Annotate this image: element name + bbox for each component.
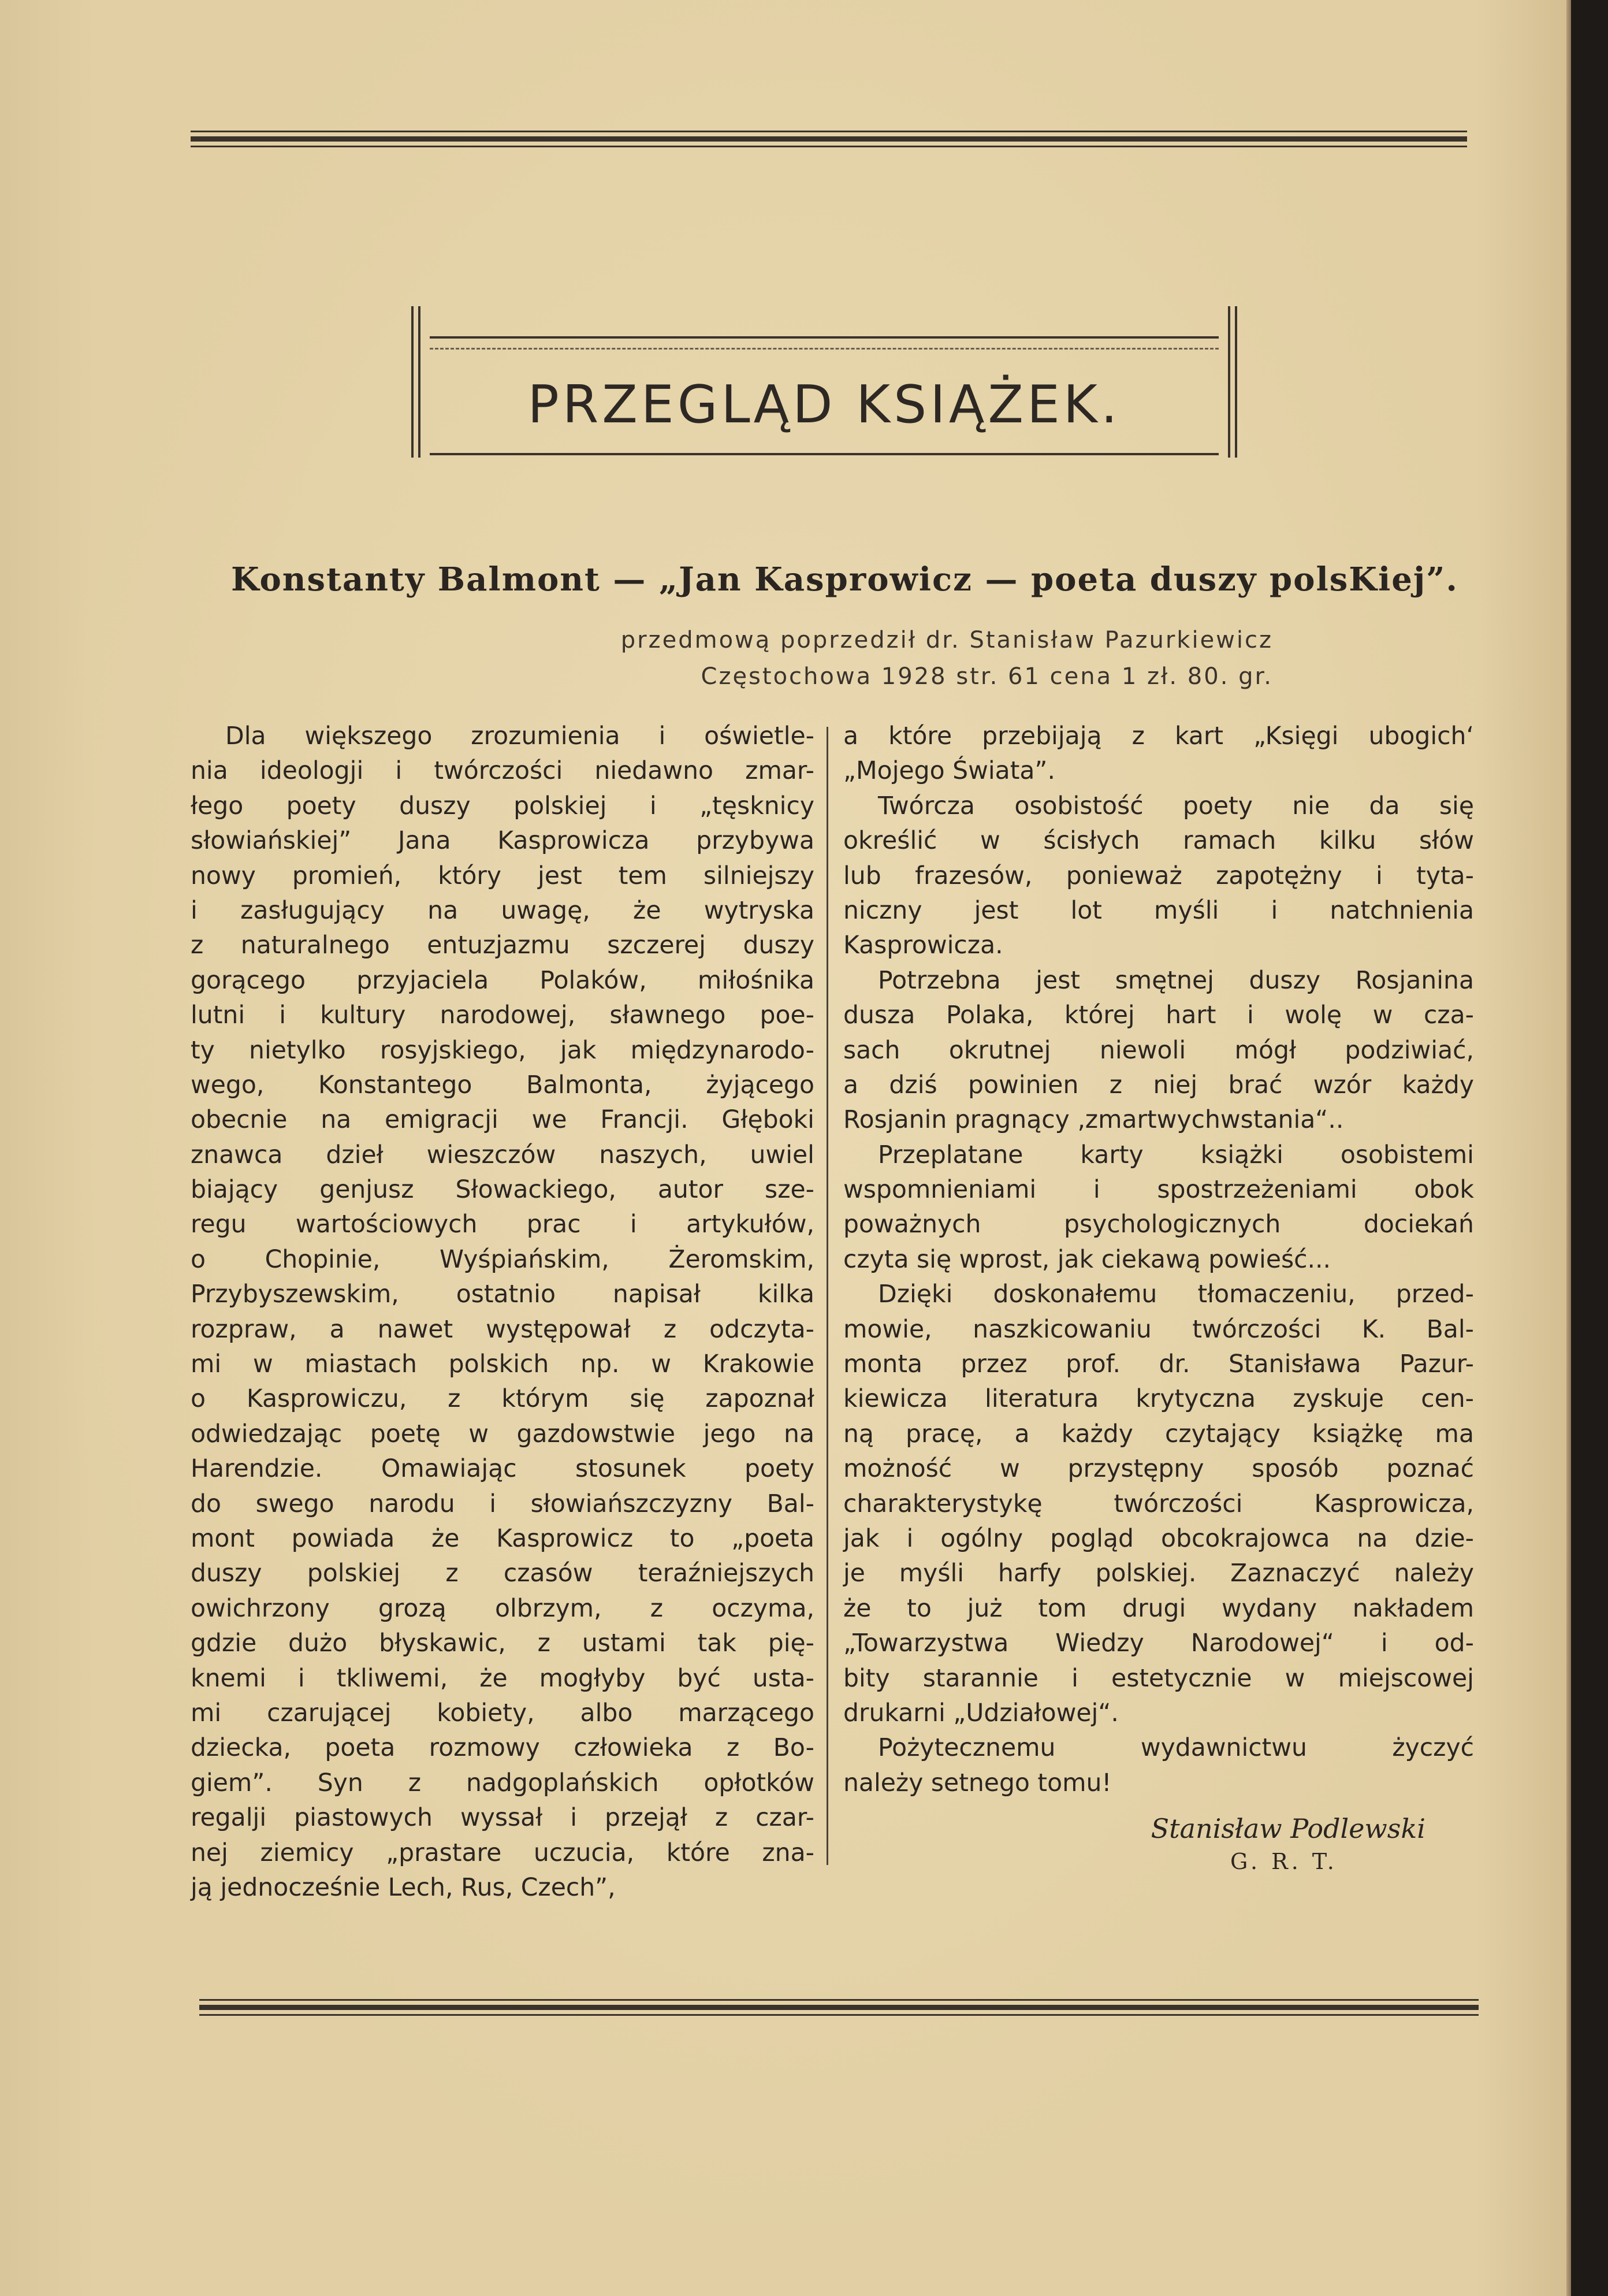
text-line: znawca dzieł wieszczów naszych, uwiel [191, 1140, 814, 1169]
text-line: Dzięki doskonałemu tłomaczeniu, przed- [878, 1280, 1474, 1309]
text-line: że to już tom drugi wydany nakładem [843, 1594, 1474, 1623]
text-line: obecnie na emigracji we Francji. Głęboki [191, 1106, 814, 1135]
text-line: mont powiada że Kasprowicz to „poeta [191, 1524, 814, 1553]
page-title: PRZEGLĄD KSIĄŻEK. [527, 374, 1121, 435]
text-line: sach okrutnej niewoli mógł podziwiać, [843, 1036, 1474, 1065]
text-line: regu wartościowych prac i artykułów, [191, 1210, 814, 1239]
text-line: jak i ogólny pogląd obcokrajowca na dzie- [843, 1524, 1474, 1553]
text-line: nia ideologji i twórczości niedawno zmar- [191, 757, 814, 786]
page-edge [1566, 0, 1571, 2296]
text-line: wego, Konstantego Balmonta, żyjącego [191, 1071, 814, 1099]
text-line: je myśli harfy polskiej. Zaznaczyć należy [843, 1559, 1474, 1588]
text-line: odwiedzając poetę w gazdowstwie jego na [191, 1420, 814, 1448]
text-line: mi czarującej kobiety, albo marzącego [191, 1699, 814, 1727]
text-line: charakterystykę twórczości Kasprowicza, [843, 1489, 1474, 1518]
text-line: o Chopinie, Wyśpiańskim, Żeromskim, [191, 1245, 814, 1274]
text-line: o Kasprowiczu, z którym się zapoznał [191, 1385, 814, 1414]
text-line: rozpraw, a nawet występował z odczyta- [191, 1315, 814, 1344]
text-line: drukarni „Udziałowej“. [843, 1699, 1119, 1727]
text-line: wspomnieniami i spostrzeżeniami obok [843, 1176, 1474, 1205]
text-line: Rosjanin pragnący ‚zmartwychwstania“.. [843, 1106, 1344, 1135]
text-line: słowiańskiej” Jana Kasprowicza przybywa [191, 827, 814, 856]
text-line: nej ziemicy „prastare uczucia, które zna- [191, 1838, 814, 1867]
right-text-column [843, 719, 1474, 1801]
review-preface-note: przedmową poprzedził dr. Stanisław Pazurkiewicz [620, 627, 1273, 653]
bottom-decorative-rule [199, 1999, 1479, 2020]
text-line: „Mojego Świata”. [843, 757, 1055, 786]
text-line: giem”. Syn z nadgoplańskich opłotków [191, 1769, 814, 1797]
text-line: owichrzony grozą olbrzym, z oczyma, [191, 1594, 814, 1623]
text-line: mowie, naszkicowaniu twórczości K. Bal- [843, 1315, 1474, 1344]
text-line: należy setnego tomu! [843, 1769, 1112, 1797]
left-text-column [191, 719, 814, 1905]
text-line: do swego narodu i słowiańszczyzny Bal- [191, 1489, 814, 1518]
text-line: czyta się wprost, jak ciekawą powieść... [843, 1245, 1331, 1274]
text-line: monta przez prof. dr. Stanisława Pazur- [843, 1350, 1474, 1379]
text-line: określić w ścisłych ramach kilku słów [843, 827, 1474, 856]
text-line: dziecka, poeta rozmowy człowieka z Bo- [191, 1734, 814, 1763]
text-line: gdzie dużo błyskawic, z ustami tak pię- [191, 1629, 814, 1658]
scan-background-strip [1571, 0, 1608, 2296]
text-line: Twórcza osobistość poety nie da się [878, 792, 1474, 820]
text-line: regalji piastowych wyssał i przejął z czar- [191, 1804, 814, 1833]
text-line: kiewicza literatura krytyczna zyskuje cen- [843, 1385, 1474, 1414]
text-line: duszy polskiej z czasów teraźniejszych [191, 1559, 814, 1588]
text-line: lutni i kultury narodowej, sławnego poe- [191, 1001, 814, 1030]
text-line: Dla większego zrozumienia i oświetle- [225, 722, 814, 751]
top-decorative-rule [191, 131, 1467, 151]
text-line: Harendzie. Omawiając stosunek poety [191, 1455, 814, 1484]
text-line: bity starannie i estetycznie w miejscowej [843, 1664, 1474, 1693]
text-line: lub frazesów, ponieważ zapotężny i tyta- [843, 861, 1474, 890]
text-line: a które przebijają z kart „Księgi ubogich‘ [843, 722, 1474, 751]
text-line: Przybyszewskim, ostatnio napisał kilka [191, 1280, 814, 1309]
text-line: dusza Polaka, której hart i wolę w cza- [843, 1001, 1474, 1030]
text-line: niczny jest lot myśli i natchnienia [843, 896, 1474, 925]
author-initials: G. R. T. [1230, 1849, 1338, 1874]
title-frame [411, 306, 1237, 458]
text-line: poważnych psychologicznych dociekań [843, 1210, 1474, 1239]
text-line: Przeplatane karty książki osobistemi [878, 1140, 1474, 1169]
text-line: Pożytecznemu wydawnictwu życzyć [878, 1734, 1474, 1763]
review-heading: Konstanty Balmont — „Jan Kasprowicz — poeta duszy polsKiej”. [231, 560, 1458, 599]
text-line: „Towarzystwa Wiedzy Narodowej“ i od- [843, 1629, 1474, 1658]
text-line: ją jednocześnie Lech, Rus, Czech”, [191, 1873, 616, 1902]
text-line: knemi i tkliwemi, że mogłyby być usta- [191, 1664, 814, 1693]
column-divider [827, 727, 828, 1865]
text-line: mi w miastach polskich np. w Krakowie [191, 1350, 814, 1379]
text-line: biający genjusz Słowackiego, autor sze- [191, 1176, 814, 1205]
author-signature: Stanisław Podlewski [1151, 1813, 1425, 1844]
text-line: gorącego przyjaciela Polaków, miłośnika [191, 966, 814, 995]
text-line: i zasługujący na uwagę, że wytryska [191, 896, 814, 925]
text-line: z naturalnego entuzjazmu szczerej duszy [191, 931, 814, 960]
text-line: możność w przystępny sposób poznać [843, 1455, 1474, 1484]
text-line: łego poety duszy polskiej i „tęsknicy [191, 792, 814, 820]
text-line: ty nietylko rosyjskiego, jak międzynarodo- [191, 1036, 814, 1065]
text-line: a dziś powinien z niej brać wzór każdy [843, 1071, 1474, 1099]
text-line: ną pracę, a każdy czytający książkę ma [843, 1420, 1474, 1448]
text-line: Kasprowicza. [843, 931, 1003, 960]
text-line: nowy promień, który jest tem silniejszy [191, 861, 814, 890]
text-line: Potrzebna jest smętnej duszy Rosjanina [878, 966, 1474, 995]
review-publication-info: Częstochowa 1928 str. 61 cena 1 zł. 80. gr. [701, 663, 1273, 690]
